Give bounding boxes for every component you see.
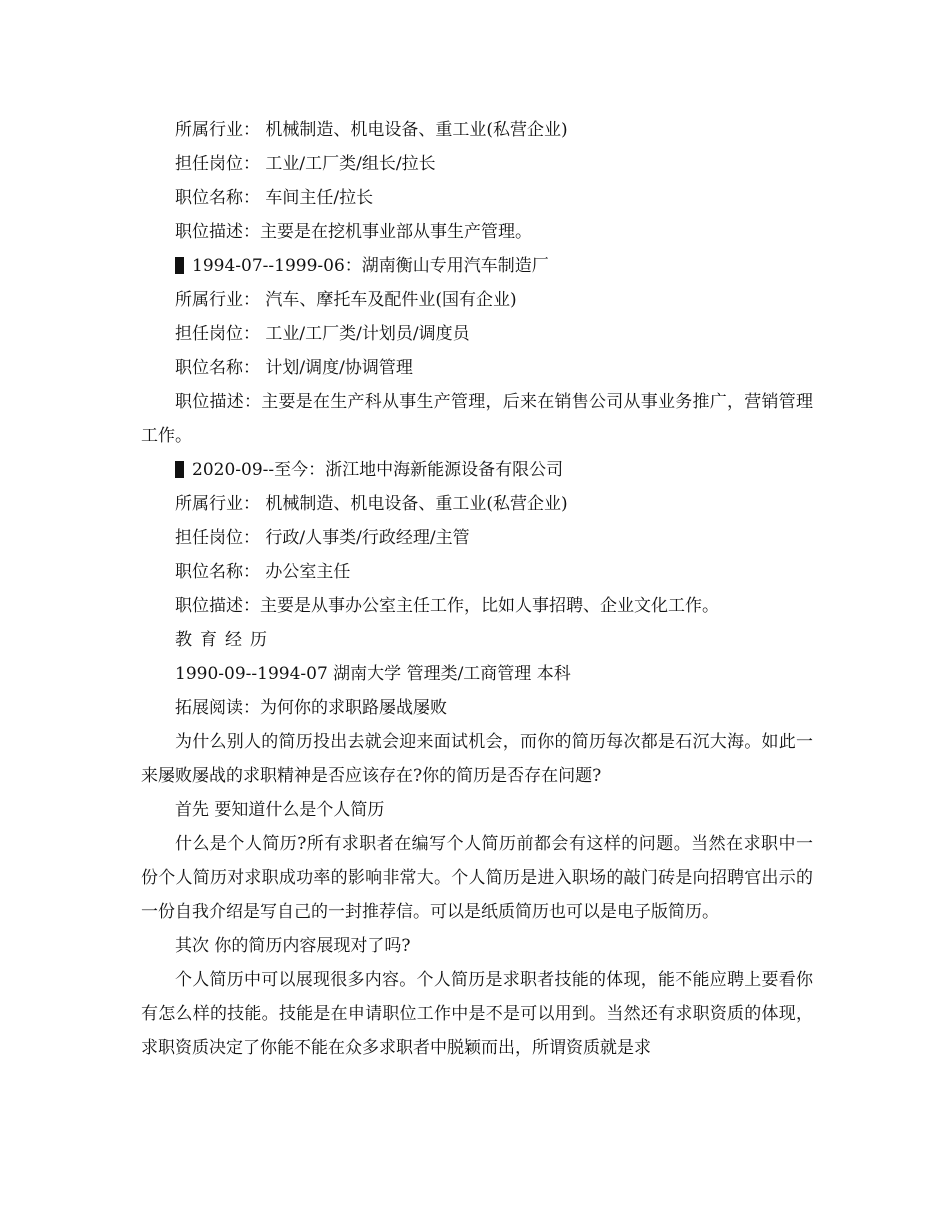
- bullet-marker: [175, 461, 184, 478]
- description-line: 职位描述：主要是从事办公室主任工作，比如人事招聘、企业文化工作。: [175, 596, 719, 616]
- article-paragraph: 个人简历中可以展现很多内容。个人简历是求职者技能的体现，能不能应聘上要看你有怎么样的技能。技能是在申请职位工作中是不是可以用到。当然还有求职资质的体现，求职资质决定了你能不能在众多求职者中脱颖而出，所谓资质就是求: [141, 970, 813, 1058]
- post-line: 担任岗位： 工业/工厂类/组长/拉长: [175, 154, 436, 174]
- education-heading: 教育经历: [175, 630, 275, 650]
- document-page: [141, 113, 813, 1065]
- post-line: 担任岗位： 行政/人事类/行政经理/主管: [175, 528, 470, 548]
- position-line: 职位名称： 车间主任/拉长: [175, 188, 374, 208]
- article-subheading: 首先 要知道什么是个人简历: [175, 800, 385, 820]
- extended-reading-title: 拓展阅读：为何你的求职路屡战屡败: [175, 698, 447, 718]
- position-line: 职位名称： 办公室主任: [175, 562, 351, 582]
- article-subheading: 其次 你的简历内容展现对了吗?: [175, 936, 411, 956]
- bullet-marker: [175, 257, 184, 274]
- position-line: 职位名称： 计划/调度/协调管理: [175, 358, 413, 378]
- job-entry-heading: [141, 249, 813, 283]
- industry-line: 所属行业： 机械制造、机电设备、重工业(私营企业): [175, 120, 568, 140]
- post-line: 担任岗位： 工业/工厂类/计划员/调度员: [175, 324, 470, 344]
- article-paragraph: 什么是个人简历?所有求职者在编写个人简历前都会有这样的问题。当然在求职中一份个人简历对求职成功率的影响非常大。个人简历是进入职场的敲门砖是向招聘官出示的一份自我介绍是写自己的一封推荐信。可以是纸质简历也可以是电子版简历。: [141, 834, 813, 922]
- article-paragraph: 为什么别人的简历投出去就会迎来面试机会，而你的简历每次都是石沉大海。如此一来屡败屡战的求职精神是否应该存在?你的简历是否存在问题?: [141, 732, 813, 786]
- education-entry: 1990-09--1994-07 湖南大学 管理类/工商管理 本科: [175, 664, 571, 684]
- industry-line: 所属行业： 汽车、摩托车及配件业(国有企业): [175, 290, 517, 310]
- description-paragraph: 职位描述：主要是在生产科从事生产管理，后来在销售公司从事业务推广，营销管理工作。: [141, 392, 813, 446]
- job-entry-title: 1994-07--1999-06：湖南衡山专用汽车制造厂: [192, 256, 549, 276]
- job-entry-title: 2020-09--至今：浙江地中海新能源设备有限公司: [192, 460, 564, 480]
- job-entry-heading: [141, 453, 813, 487]
- description-line: 职位描述：主要是在挖机事业部从事生产管理。: [175, 222, 532, 242]
- industry-line: 所属行业： 机械制造、机电设备、重工业(私营企业): [175, 494, 568, 514]
